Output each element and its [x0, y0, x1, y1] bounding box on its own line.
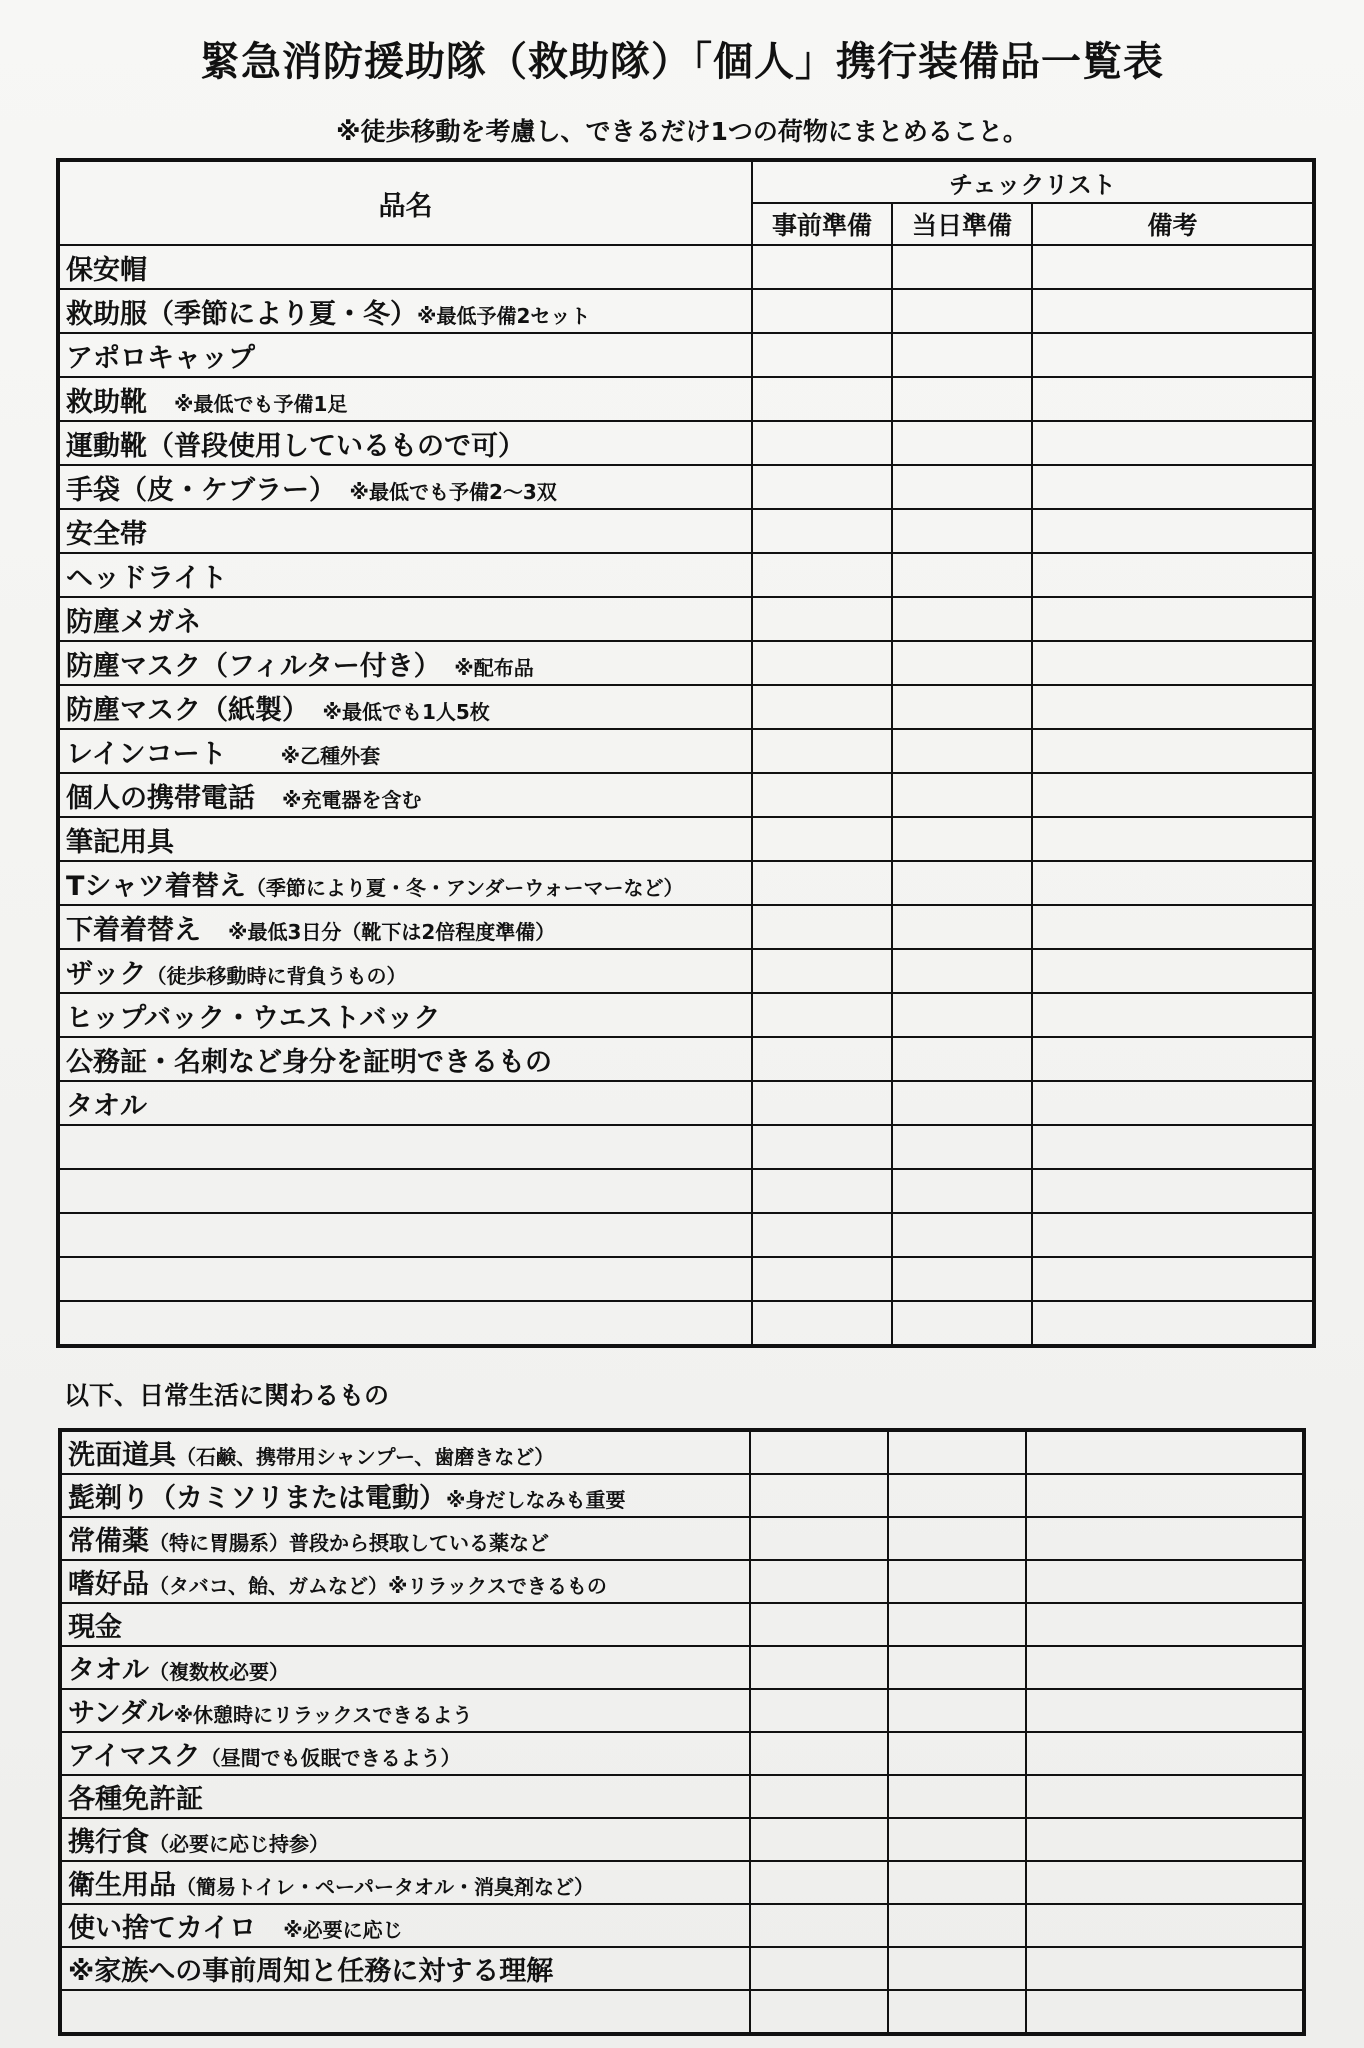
item-label: サンダル: [68, 1698, 174, 1729]
table-row: [58, 289, 1314, 333]
check-day-cell[interactable]: [888, 1646, 1026, 1689]
check-before-cell[interactable]: [752, 949, 892, 993]
item-name-cell: [58, 553, 752, 597]
check-before-cell[interactable]: [750, 1818, 888, 1861]
check-day-cell[interactable]: [892, 641, 1032, 685]
check-before-cell[interactable]: [752, 1213, 892, 1257]
item-name-cell: [58, 377, 752, 421]
remarks-cell[interactable]: [1032, 1081, 1314, 1125]
table-row: [58, 1213, 1314, 1257]
check-day-cell[interactable]: [892, 509, 1032, 553]
item-name-cell: [58, 861, 752, 905]
check-day-cell[interactable]: [892, 1257, 1032, 1301]
check-day-cell[interactable]: [888, 1861, 1026, 1904]
item-note: ※最低でも予備1足: [174, 391, 348, 416]
item-name-cell: [60, 1603, 750, 1646]
check-day-cell[interactable]: [892, 993, 1032, 1037]
item-label: 運動靴（普段使用しているもので可）: [66, 430, 525, 462]
check-day-cell[interactable]: [892, 1081, 1032, 1125]
item-name-cell: [60, 1732, 750, 1775]
item-name-cell: [58, 509, 752, 553]
check-before-cell[interactable]: [752, 817, 892, 861]
item-note: ※乙種外套: [280, 743, 381, 768]
item-name-cell: [58, 597, 752, 641]
item-name-cell: [60, 1430, 750, 1474]
check-before-cell[interactable]: [750, 1732, 888, 1775]
item-name-cell: [60, 1818, 750, 1861]
table-row: [60, 1861, 1304, 1904]
item-name-cell: [58, 1125, 752, 1169]
table-row: [60, 1646, 1304, 1689]
table-row: [58, 905, 1314, 949]
table-row: [58, 1169, 1314, 1213]
check-day-cell[interactable]: [892, 817, 1032, 861]
item-label: 下着着替え: [66, 914, 228, 946]
check-day-cell[interactable]: [888, 1904, 1026, 1947]
item-label: 個人の携帯電話: [66, 782, 282, 814]
check-before-cell[interactable]: [752, 1037, 892, 1081]
item-name-cell: [58, 1081, 752, 1125]
remarks-cell[interactable]: [1032, 1037, 1314, 1081]
table-row: [60, 1947, 1304, 1990]
table-row: [58, 245, 1314, 289]
item-label: 筆記用具: [66, 826, 174, 858]
check-before-cell[interactable]: [752, 465, 892, 509]
item-label: 髭剃り（カミソリまたは電動）: [68, 1483, 446, 1514]
table-row: [60, 1818, 1304, 1861]
check-day-cell[interactable]: [888, 1818, 1026, 1861]
remarks-cell[interactable]: [1026, 1775, 1304, 1818]
check-before-cell[interactable]: [752, 333, 892, 377]
remarks-cell[interactable]: [1032, 1257, 1314, 1301]
remarks-cell[interactable]: [1032, 509, 1314, 553]
table-row: [60, 1990, 1304, 2034]
table-row: [58, 1125, 1314, 1169]
item-label: タオル: [66, 1090, 147, 1122]
item-label: 保安帽: [66, 254, 147, 286]
item-label: アイマスク: [68, 1741, 201, 1772]
section-daily-life-label: 以下、日常生活に関わるもの: [64, 1381, 390, 1410]
check-before-cell[interactable]: [752, 641, 892, 685]
item-name-cell: [58, 729, 752, 773]
check-before-cell[interactable]: [752, 685, 892, 729]
check-before-cell[interactable]: [752, 1125, 892, 1169]
item-label: レインコート: [66, 738, 281, 770]
check-day-cell[interactable]: [892, 553, 1032, 597]
remarks-cell[interactable]: [1032, 597, 1314, 641]
table-row: [60, 1904, 1304, 1947]
table-row: [58, 861, 1314, 905]
check-before-cell[interactable]: [750, 1947, 888, 1990]
remarks-cell[interactable]: [1026, 1474, 1304, 1517]
check-day-cell[interactable]: [892, 861, 1032, 905]
table-row: [58, 773, 1314, 817]
page-title: 緊急消防援助隊（救助隊）「個人」携行装備品一覧表: [200, 39, 1164, 85]
remarks-cell[interactable]: [1026, 1430, 1304, 1474]
check-before-cell[interactable]: [752, 861, 892, 905]
table-row: [58, 1301, 1314, 1346]
table-row: [60, 1430, 1304, 1474]
check-before-cell[interactable]: [752, 993, 892, 1037]
item-label: 衛生用品: [68, 1870, 176, 1901]
item-label: タオル: [68, 1655, 149, 1686]
remarks-cell[interactable]: [1032, 289, 1314, 333]
daily-life-table: [58, 1428, 1306, 2036]
table-row: [58, 421, 1314, 465]
remarks-cell[interactable]: [1026, 1732, 1304, 1775]
check-before-cell[interactable]: [752, 1257, 892, 1301]
item-name-cell: [60, 1689, 750, 1732]
table-row: [58, 377, 1314, 421]
table-row: [58, 597, 1314, 641]
item-label: ※家族への事前周知と任務に対する理解: [68, 1956, 554, 1987]
check-before-cell[interactable]: [752, 597, 892, 641]
remarks-cell[interactable]: [1032, 729, 1314, 773]
check-before-cell[interactable]: [750, 1689, 888, 1732]
check-day-cell[interactable]: [892, 1301, 1032, 1346]
remarks-cell[interactable]: [1026, 1990, 1304, 2034]
check-day-cell[interactable]: [892, 597, 1032, 641]
table-row: [58, 993, 1314, 1037]
item-note: （複数枚必要）: [149, 1660, 289, 1684]
remarks-cell[interactable]: [1032, 245, 1314, 289]
item-note: ※休憩時にリラックスできるよう: [173, 1703, 473, 1727]
check-day-cell[interactable]: [892, 377, 1032, 421]
item-label: 常備薬: [68, 1526, 149, 1557]
check-before-cell[interactable]: [750, 1861, 888, 1904]
table-row: [58, 729, 1314, 773]
check-day-cell[interactable]: [888, 1990, 1026, 2034]
table-row: [58, 641, 1314, 685]
check-before-cell[interactable]: [750, 1904, 888, 1947]
header-remarks: 備考: [1032, 203, 1314, 245]
item-label: ヒップバック・ウエストバック: [66, 1002, 441, 1034]
item-name-cell: [60, 1947, 750, 1990]
check-before-cell[interactable]: [750, 1560, 888, 1603]
remarks-cell[interactable]: [1032, 817, 1314, 861]
item-label: 嗜好品: [68, 1569, 149, 1600]
table-row: [58, 465, 1314, 509]
item-name-cell: [58, 289, 752, 333]
item-name-cell: [58, 685, 752, 729]
remarks-cell[interactable]: [1032, 773, 1314, 817]
check-day-cell[interactable]: [892, 1125, 1032, 1169]
item-label: 洗面道具: [68, 1440, 176, 1471]
item-name-cell: [58, 817, 752, 861]
remarks-cell[interactable]: [1032, 861, 1314, 905]
table-row: [60, 1689, 1304, 1732]
check-day-cell[interactable]: [892, 1037, 1032, 1081]
remarks-cell[interactable]: [1032, 421, 1314, 465]
remarks-cell[interactable]: [1032, 333, 1314, 377]
item-label: 救助服（季節により夏・冬）: [66, 298, 417, 330]
item-label: 携行食: [68, 1827, 149, 1858]
header-item-name: 品名: [58, 160, 752, 245]
check-before-cell[interactable]: [752, 377, 892, 421]
remarks-cell[interactable]: [1026, 1904, 1304, 1947]
item-note: （昼間でも仮眠できるよう）: [200, 1746, 461, 1770]
item-name-cell: [58, 1037, 752, 1081]
table-row: [58, 509, 1314, 553]
item-name-cell: [60, 1775, 750, 1818]
item-label: アポロキャップ: [66, 342, 255, 374]
item-label: 防塵マスク（紙製）: [66, 694, 323, 726]
remarks-cell[interactable]: [1026, 1603, 1304, 1646]
remarks-cell[interactable]: [1026, 1517, 1304, 1560]
remarks-cell[interactable]: [1032, 905, 1314, 949]
table-row: [60, 1775, 1304, 1818]
item-name-cell: [58, 641, 752, 685]
header-checklist: チェックリスト: [752, 160, 1314, 203]
equipment-table: [56, 158, 1316, 1348]
remarks-cell[interactable]: [1026, 1818, 1304, 1861]
check-before-cell[interactable]: [752, 245, 892, 289]
item-name-cell: [58, 465, 752, 509]
item-name-cell: [60, 1904, 750, 1947]
check-day-cell[interactable]: [888, 1947, 1026, 1990]
check-day-cell[interactable]: [892, 685, 1032, 729]
table-row: [58, 333, 1314, 377]
item-name-cell: [60, 1560, 750, 1603]
table-row: [60, 1474, 1304, 1517]
item-name-cell: [58, 993, 752, 1037]
remarks-cell[interactable]: [1026, 1689, 1304, 1732]
item-note: （必要に応じ持参）: [149, 1832, 329, 1856]
item-label: 救助靴: [66, 386, 174, 418]
remarks-cell[interactable]: [1032, 1125, 1314, 1169]
remarks-cell[interactable]: [1032, 553, 1314, 597]
check-before-cell[interactable]: [752, 773, 892, 817]
check-day-cell[interactable]: [892, 1169, 1032, 1213]
item-note: （石鹸、携帯用シャンプー、歯磨きなど）: [176, 1445, 555, 1469]
item-label: 手袋（皮・ケブラー）: [66, 474, 350, 506]
check-day-cell[interactable]: [892, 905, 1032, 949]
remarks-cell[interactable]: [1032, 1213, 1314, 1257]
item-note: （季節により夏・冬・アンダーウォーマーなど）: [245, 875, 684, 900]
item-label: 防塵マスク（フィルター付き）: [66, 650, 455, 682]
item-note: ※身だしなみも重要: [446, 1488, 626, 1512]
check-before-cell[interactable]: [752, 905, 892, 949]
check-day-cell[interactable]: [888, 1603, 1026, 1646]
check-before-cell[interactable]: [752, 421, 892, 465]
item-name-cell: [60, 1474, 750, 1517]
check-day-cell[interactable]: [888, 1560, 1026, 1603]
remarks-cell[interactable]: [1032, 377, 1314, 421]
check-day-cell[interactable]: [892, 245, 1032, 289]
remarks-cell[interactable]: [1026, 1560, 1304, 1603]
table-row: [60, 1603, 1304, 1646]
item-label: 公務証・名刺など身分を証明できるもの: [66, 1046, 552, 1078]
remarks-cell[interactable]: [1026, 1861, 1304, 1904]
item-note: （タバコ、飴、ガムなど）※リラックスできるもの: [149, 1574, 607, 1598]
item-name-cell: [60, 1517, 750, 1560]
table-row: [58, 1037, 1314, 1081]
table-row: [58, 949, 1314, 993]
check-day-cell[interactable]: [892, 289, 1032, 333]
item-name-cell: [60, 1990, 750, 2034]
item-name-cell: [58, 421, 752, 465]
check-before-cell[interactable]: [750, 1474, 888, 1517]
item-name-cell: [60, 1861, 750, 1904]
item-name-cell: [60, 1646, 750, 1689]
item-name-cell: [58, 949, 752, 993]
check-day-cell[interactable]: [892, 333, 1032, 377]
item-name-cell: [58, 245, 752, 289]
check-before-cell[interactable]: [752, 1081, 892, 1125]
check-before-cell[interactable]: [750, 1603, 888, 1646]
check-before-cell[interactable]: [750, 1990, 888, 2034]
item-label: ザック: [66, 958, 147, 990]
check-before-cell[interactable]: [752, 729, 892, 773]
remarks-cell[interactable]: [1026, 1646, 1304, 1689]
item-label: 使い捨てカイロ: [68, 1913, 284, 1944]
check-before-cell[interactable]: [752, 509, 892, 553]
item-note: ※最低でも予備2～3双: [349, 479, 557, 504]
check-before-cell[interactable]: [752, 1301, 892, 1346]
table-row: [58, 1081, 1314, 1125]
remarks-cell[interactable]: [1032, 993, 1314, 1037]
remarks-cell[interactable]: [1032, 1301, 1314, 1346]
check-before-cell[interactable]: [750, 1646, 888, 1689]
check-day-cell[interactable]: [888, 1689, 1026, 1732]
table-row: [60, 1560, 1304, 1603]
check-before-cell[interactable]: [750, 1775, 888, 1818]
item-name-cell: [58, 1301, 752, 1346]
remarks-cell[interactable]: [1032, 465, 1314, 509]
table-row: [58, 1257, 1314, 1301]
item-label: 防塵メガネ: [66, 606, 201, 638]
item-note: （簡易トイレ・ペーパータオル・消臭剤など）: [176, 1875, 594, 1899]
check-day-cell[interactable]: [892, 949, 1032, 993]
table-row: [58, 817, 1314, 861]
item-note: ※配布品: [454, 655, 534, 680]
check-day-cell[interactable]: [888, 1430, 1026, 1474]
check-before-cell[interactable]: [750, 1430, 888, 1474]
check-day-cell[interactable]: [892, 1213, 1032, 1257]
remarks-cell[interactable]: [1026, 1947, 1304, 1990]
check-day-cell[interactable]: [888, 1775, 1026, 1818]
check-before-cell[interactable]: [752, 1169, 892, 1213]
item-label: Tシャツ着替え: [66, 870, 246, 902]
check-day-cell[interactable]: [888, 1732, 1026, 1775]
remarks-cell[interactable]: [1032, 685, 1314, 729]
item-note: （特に胃腸系）普段から摂取している薬など: [149, 1531, 549, 1555]
check-day-cell[interactable]: [892, 729, 1032, 773]
header-day: 当日準備: [892, 203, 1032, 245]
check-before-cell[interactable]: [750, 1517, 888, 1560]
item-label: ヘッドライト: [66, 562, 228, 594]
check-day-cell[interactable]: [892, 773, 1032, 817]
item-name-cell: [58, 333, 752, 377]
remarks-cell[interactable]: [1032, 949, 1314, 993]
item-name-cell: [58, 905, 752, 949]
remarks-cell[interactable]: [1032, 641, 1314, 685]
table-row: [60, 1732, 1304, 1775]
table-row: [58, 685, 1314, 729]
item-name-cell: [58, 1213, 752, 1257]
item-name-cell: [58, 1257, 752, 1301]
item-name-cell: [58, 1169, 752, 1213]
item-note: ※充電器を含む: [282, 787, 422, 812]
page-subtitle: ※徒歩移動を考慮し、できるだけ1つの荷物にまとめること。: [336, 117, 1028, 146]
item-note: （徒歩移動時に背負うもの）: [146, 963, 407, 988]
table-row: [60, 1517, 1304, 1560]
item-note: ※最低でも1人5枚: [322, 699, 490, 724]
item-label: 各種免許証: [68, 1784, 203, 1815]
item-name-cell: [58, 773, 752, 817]
check-day-cell[interactable]: [892, 465, 1032, 509]
table-row: [58, 553, 1314, 597]
check-before-cell[interactable]: [752, 553, 892, 597]
item-note: ※最低予備2セット: [417, 303, 591, 328]
header-before: 事前準備: [752, 203, 892, 245]
item-note: ※必要に応じ: [283, 1918, 403, 1942]
item-label: 安全帯: [66, 518, 147, 550]
remarks-cell[interactable]: [1032, 1169, 1314, 1213]
item-note: ※最低3日分（靴下は2倍程度準備）: [228, 919, 556, 944]
item-label: 現金: [68, 1612, 122, 1643]
check-day-cell[interactable]: [888, 1517, 1026, 1560]
check-day-cell[interactable]: [892, 421, 1032, 465]
check-day-cell[interactable]: [888, 1474, 1026, 1517]
check-before-cell[interactable]: [752, 289, 892, 333]
